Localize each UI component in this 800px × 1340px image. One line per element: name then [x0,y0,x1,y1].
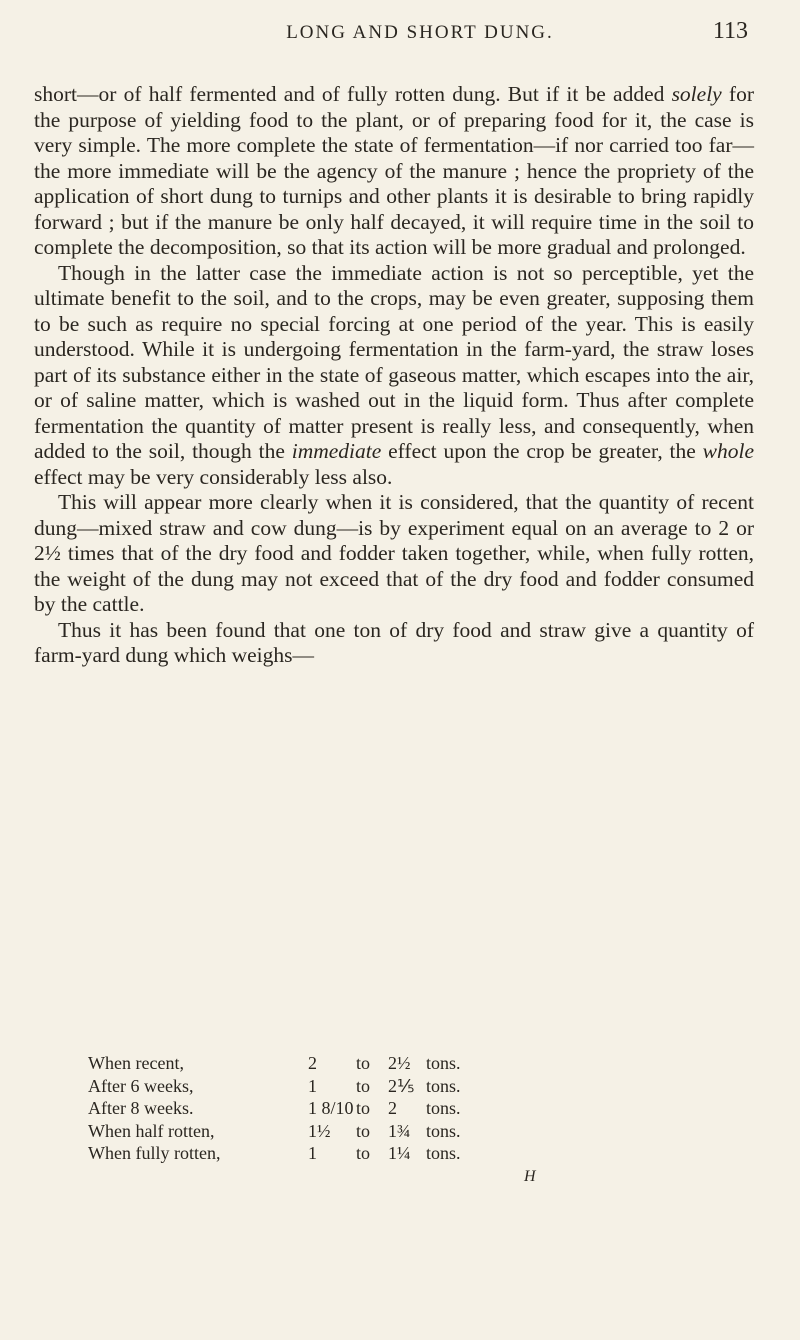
paragraph-2 [34,261,754,491]
high-value: 1¾ [388,1120,411,1141]
table-row [88,1142,728,1165]
body-text [34,82,754,669]
text-run: short—or of half fermented and of fully rotten dung. But if it be added [34,82,672,106]
unit: tons. [426,1075,461,1096]
row-label: When fully rotten, [88,1143,221,1163]
table-row [88,1097,728,1120]
low-value: 1 8/10 [308,1098,354,1118]
row-label: When recent, [88,1053,184,1073]
to-word: to [356,1098,371,1118]
running-head: LONG AND SHORT DUNG. [286,22,554,43]
low-value: 1½ [308,1120,331,1141]
signature-mark: H [524,1168,536,1185]
high-value: 2 [388,1098,397,1118]
low-value: 1 [308,1143,317,1163]
dung-weights-table [88,1052,728,1165]
to-word: to [356,1075,371,1096]
page-number: 113 [712,18,748,44]
paragraph-3 [34,490,754,618]
to-word: to [356,1120,371,1141]
paragraph-4 [34,618,754,669]
table-row [88,1075,728,1098]
high-value: 2⅕ [388,1075,415,1096]
italic-run: solely [671,82,722,106]
italic-run: whole [702,439,754,463]
low-value: 1 [308,1075,317,1096]
unit: tons. [426,1098,461,1118]
text-run: Though in the latter case the immediate action is not so perceptible, yet the ultimate benefit to the soil, and to the crops, may be even greater, supposing them to be such as require no special forcing at one period of the year. This is easily understood. While it is undergoing fermentation in the farm-yard, the straw loses part of its substance either in the state of gaseous matter, which escapes into the air, or of saline matter, which is washed out in the liquid form. Thus after complete fermentation the quantity of matter present is really less, and consequently, when added to the soil, though the [34,260,754,463]
table-row [88,1120,728,1143]
unit: tons. [426,1053,461,1073]
paragraph-1 [34,82,754,261]
text-run: Thus it has been found that one ton of dry food and straw give a quantity of farm-yard dung which weighs— [34,617,754,667]
text-run: effect may be very considerably less also. [34,464,393,489]
high-value: 1¼ [388,1143,411,1163]
unit: tons. [426,1143,461,1163]
table-row [88,1052,728,1075]
unit: tons. [426,1120,461,1141]
row-label: After 6 weeks, [88,1075,194,1096]
text-run: effect upon the crop be greater, the [381,439,703,463]
text-run: This will appear more clearly when it is considered, that the quantity of recent dung—mixed straw and cow dung—is by experiment equal on an average to 2 or 2½ times that of the dry food and fodder taken together, while, when fully rotten, the weight of the dung may not exceed that of the dry food and fodder consumed by the cattle. [34,490,754,616]
to-word: to [356,1143,371,1163]
text-run: for the purpose of yielding food to the plant, or of preparing food for it, the case is very simple. The more complete the state of fermentation—if nor carried too far—the more immediate will be the agency of the manure ; hence the propriety of the application of short dung to turnips and other plants it is desirable to bring rapidly forward ; but if the manure be only half decayed, it will require time in the soil to complete the decomposition, so that its action will be more gradual and prolonged. [34,82,754,259]
row-label: After 8 weeks. [88,1098,194,1118]
row-label: When half rotten, [88,1120,215,1141]
to-word: to [356,1053,371,1073]
low-value: 2 [308,1053,317,1073]
high-value: 2½ [388,1053,411,1073]
italic-run: immediate [291,439,382,463]
